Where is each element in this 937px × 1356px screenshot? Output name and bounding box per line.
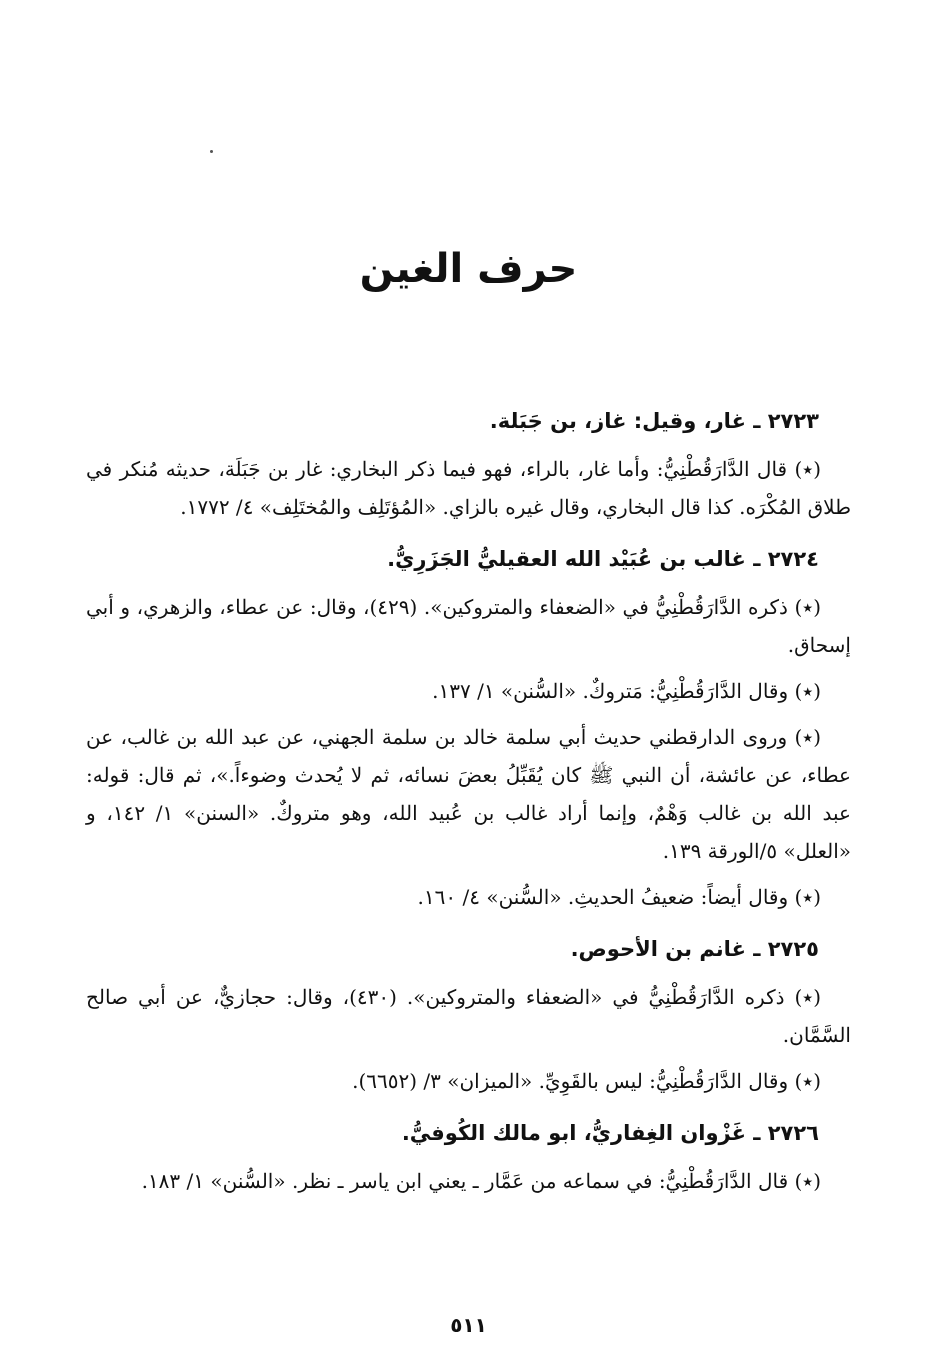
entry-2725 — [86, 930, 851, 1100]
page-number: ٥١١ — [450, 1313, 487, 1337]
chapter-title: حرف الغين — [359, 246, 578, 292]
entry-2726 — [86, 1114, 851, 1200]
entry-paragraph: (٭) وروى الدارقطني حديث أبي سلمة خالد بن سلمة الجهني، عن عبد الله بن غالب، عن عطاء، عن عائشة، أن النبي ﷺ كان يُقَبِّلُ بعضَ نسائه، ثم لا يُحدث وضوءاً.»، ثم قال: قوله: عبد الله بن غالب وَهْمٌ، وإنما أراد غالب بن عُبيد الله، وهو متروكٌ. «السنن» ١/ ١٤٢، و «العلل» ٥/الورقة ١٣٩. — [86, 725, 851, 863]
entry-heading: ٢٧٢٥ ـ غانم بن الأحوص. — [570, 937, 819, 961]
entry-2724 — [86, 540, 851, 916]
entry-heading: ٢٧٢٤ ـ غالب بن عُبَيْد الله العقيليُّ الجَزَرِيُّ. — [387, 547, 819, 571]
entry-paragraph: (٭) قال الدَّارَقُطْنِيُّ: في سماعه من عَمَّار ـ يعني ابن ياسر ـ نظر. «السُّنن» ١/ ١٨٣. — [141, 1169, 821, 1193]
scan-speck — [210, 150, 213, 153]
page-content — [86, 402, 851, 1214]
entry-paragraph: (٭) وقال الدَّارَقُطْنِيُّ: ليس بالقَوِيِّ. «الميزان» ٣/ (٦٦٥٢). — [352, 1069, 821, 1093]
entry-paragraph: (٭) وقال أيضاً: ضعيفُ الحديثِ. «السُّنن» ٤/ ١٦٠. — [417, 885, 821, 909]
entry-paragraph: (٭) ذكره الدَّارَقُطْنِيُّ في «الضعفاء والمتروكين». (٤٢٩)، وقال: عن عطاء، والزهري، و أبي إسحاق. — [86, 595, 851, 657]
entry-paragraph: (٭) ذكره الدَّارَقُطْنِيُّ في «الضعفاء والمتروكين». (٤٣٠)، وقال: حجازيٌّ، عن أبي صالح السَّمَّان. — [86, 985, 851, 1047]
entry-heading: ٢٧٢٦ ـ غَزْوان الغِفاريُّ، ابو مالك الكُوفيُّ. — [401, 1121, 819, 1145]
entry-2723 — [86, 402, 851, 526]
entry-paragraph: (٭) وقال الدَّارَقُطْنِيُّ: مَتروكٌ. «السُّنن» ١/ ١٣٧. — [432, 679, 821, 703]
entry-paragraph: (٭) قال الدَّارَقُطْنِيُّ: وأما غار، بالراء، فهو فيما ذكر البخاري: غار بن جَبَلَة، حديثه مُنكر في طلاق المُكْرَه. كذا قال البخاري، وقال غيره بالزاي. «المُؤتَلِف والمُختَلِف» ٤/ ١٧٧٢. — [86, 457, 851, 519]
entry-heading: ٢٧٢٣ ـ غار، وقيل: غاز، بن جَبَلة. — [489, 409, 819, 433]
